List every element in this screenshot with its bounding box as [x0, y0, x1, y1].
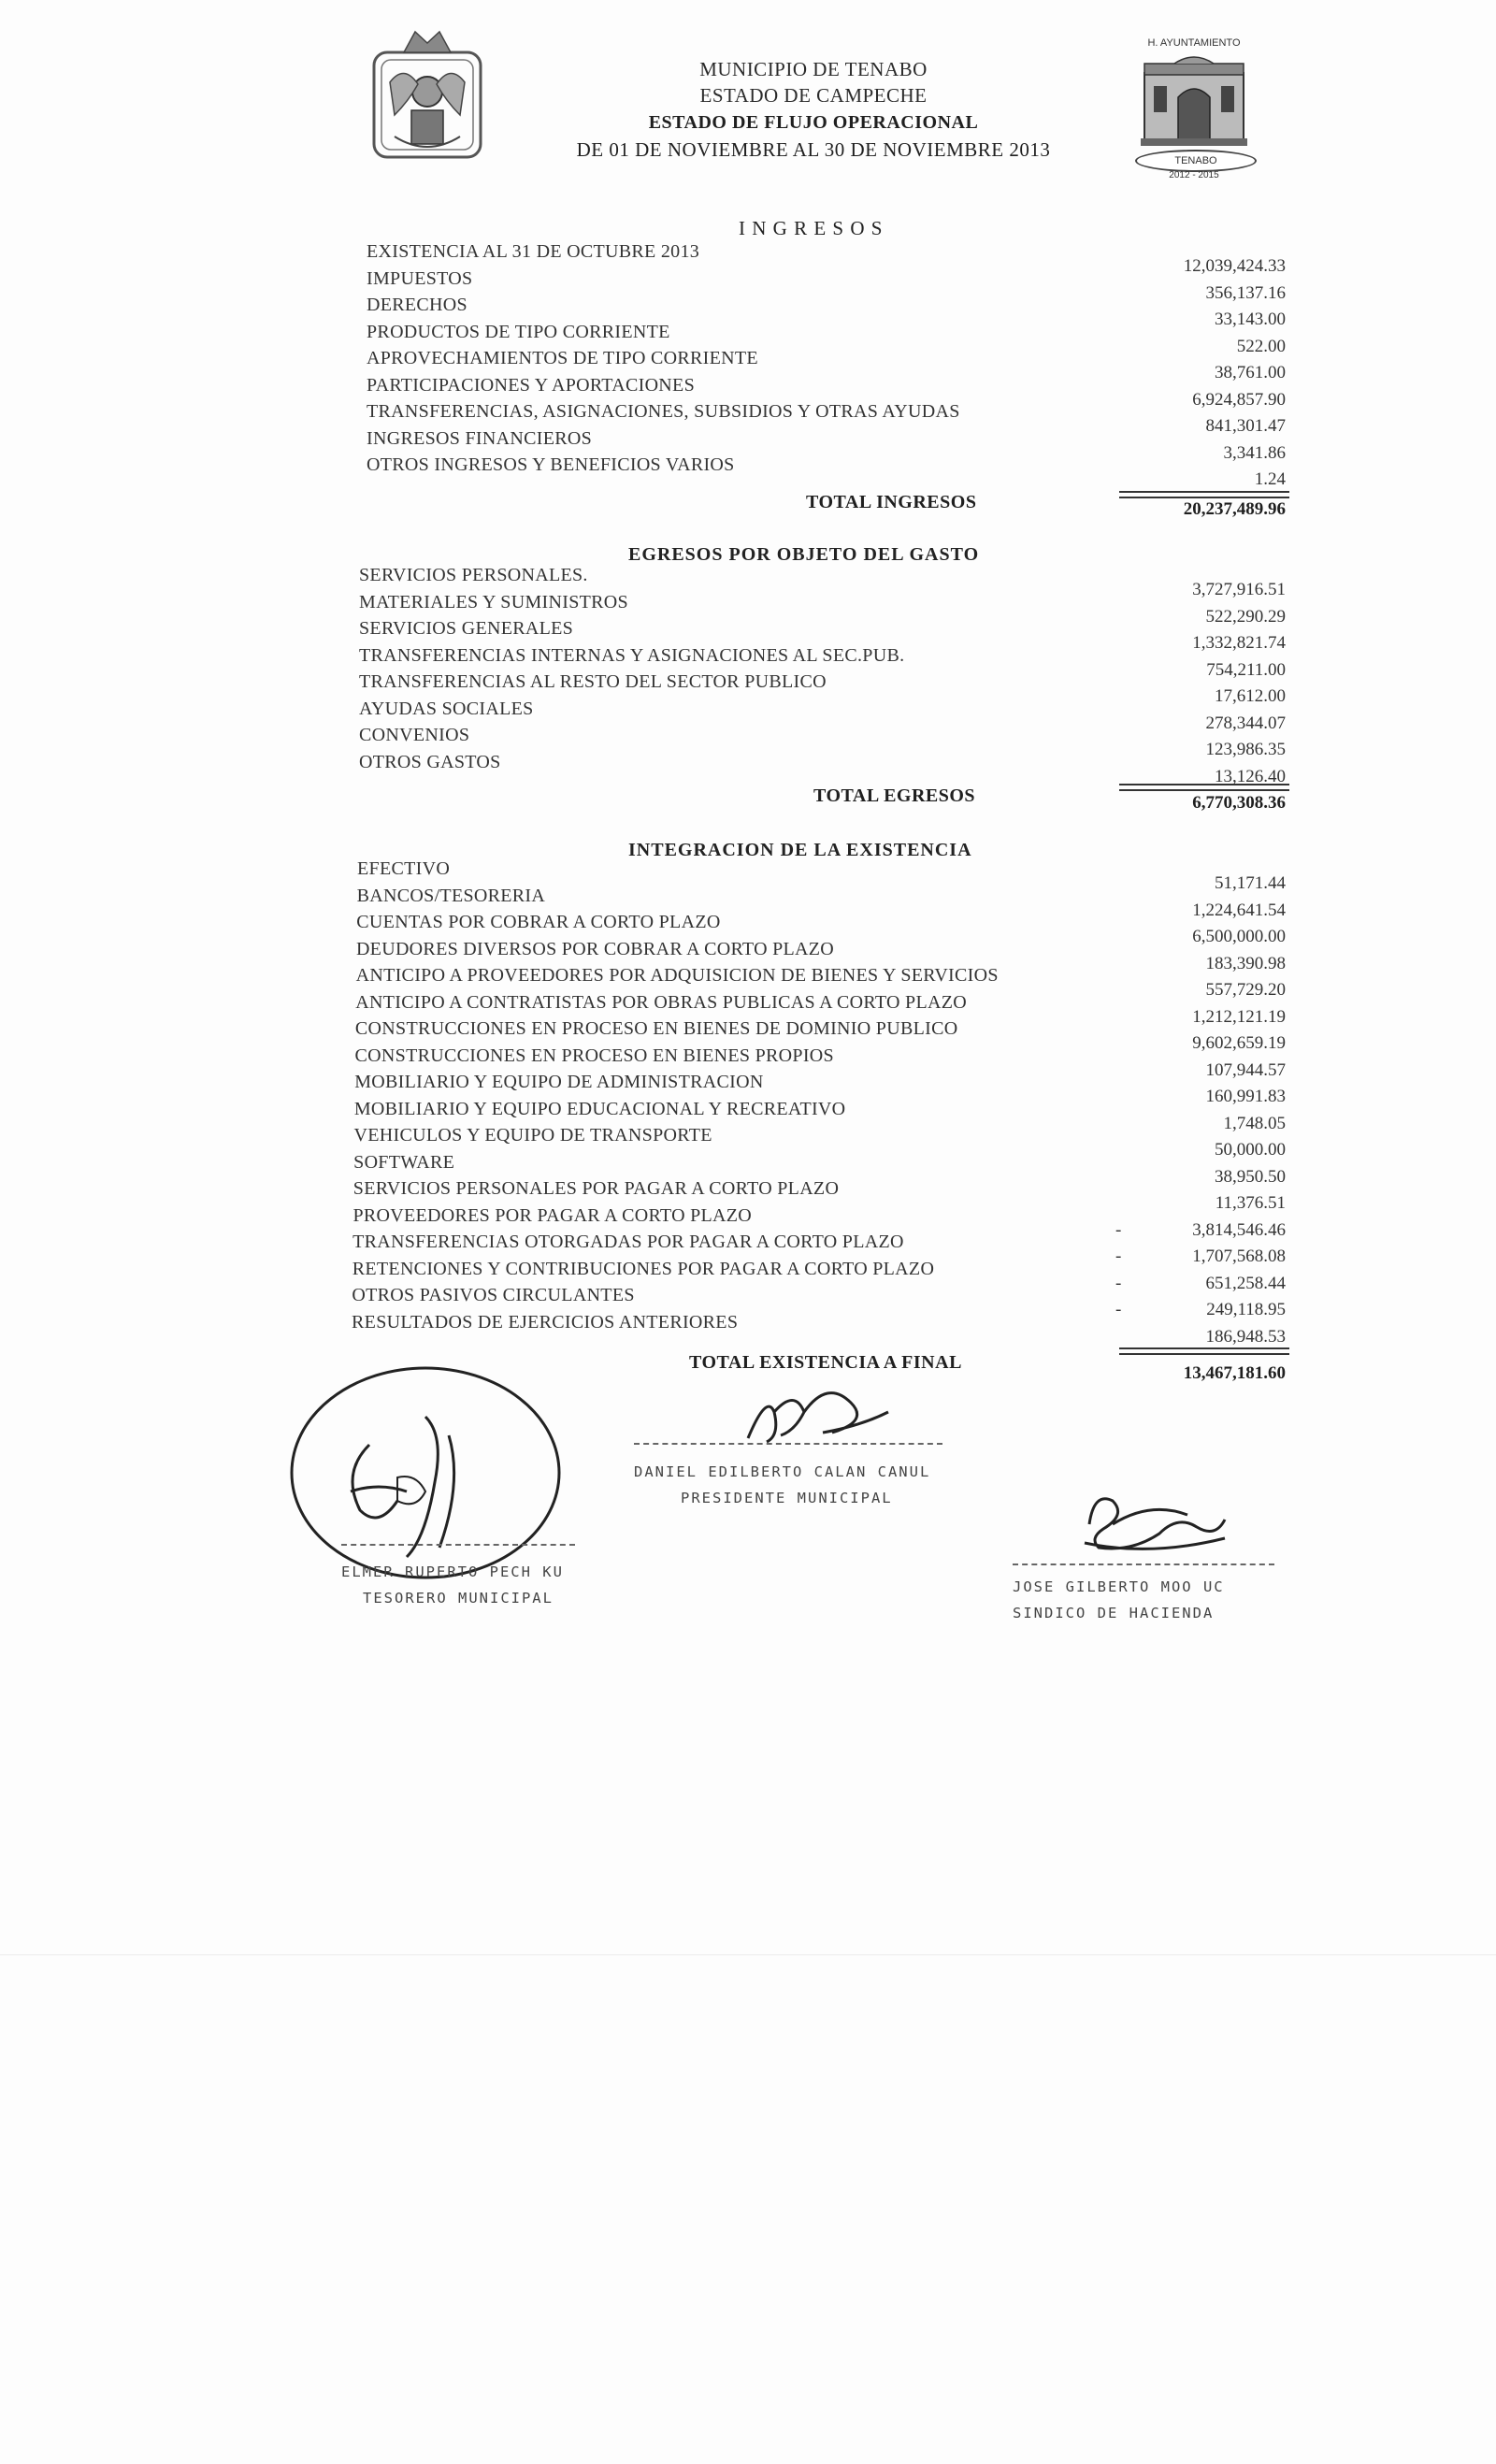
scan-fold-line	[0, 1954, 1496, 1955]
egresos-row-label: MATERIALES Y SUMINISTROS	[359, 591, 628, 612]
integracion-row-label: PROVEEDORES POR PAGAR A CORTO PLAZO	[352, 1204, 753, 1226]
integracion-row-label: SERVICIOS PERSONALES POR PAGAR A CORTO PLAZO	[352, 1178, 840, 1199]
integracion-row-value: 6,500,000.00	[1192, 927, 1286, 946]
integracion-row-label: CONSTRUCCIONES EN PROCESO EN BIENES DE DOMINIO PUBLICO	[354, 1018, 958, 1039]
egresos-row-value: 522,290.29	[1205, 606, 1286, 627]
state-name: ESTADO DE CAMPECHE	[699, 84, 928, 107]
president-signature	[739, 1384, 898, 1449]
egresos-row-label: CONVENIOS	[359, 725, 470, 745]
egresos-total-rule	[1119, 784, 1289, 785]
integracion-row-label: CUENTAS POR COBRAR A CORTO PLAZO	[356, 912, 721, 932]
ingresos-row-value: 33,143.00	[1215, 310, 1286, 329]
egresos-row-value: 3,727,916.51	[1192, 580, 1286, 599]
treasurer-title: TESORERO MUNICIPAL	[363, 1590, 554, 1607]
egresos-row-label: TRANSFERENCIAS INTERNAS Y ASIGNACIONES AL SEC.PUB.	[359, 644, 905, 666]
ingresos-row-value: 6,924,857.90	[1192, 389, 1286, 410]
ingresos-row-value: 38,761.00	[1215, 363, 1286, 382]
integracion-section-title: INTEGRACION DE LA EXISTENCIA	[628, 840, 972, 860]
egresos-row-label: AYUDAS SOCIALES	[359, 698, 534, 719]
logo-banner: TENABO	[1135, 150, 1257, 172]
sindico-name: JOSE GILBERTO MOO UC	[1013, 1578, 1225, 1595]
integracion-row-negative-sign: -	[1115, 1300, 1122, 1319]
integracion-row-label: TRANSFERENCIAS OTORGADAS POR PAGAR A CORTO PLAZO	[352, 1232, 904, 1252]
total-egresos-value: 6,770,308.36	[1192, 793, 1286, 813]
egresos-row-label: SERVICIOS PERSONALES.	[359, 565, 588, 585]
integracion-row-value: 1,212,121.19	[1192, 1006, 1286, 1027]
integracion-row-label: EFECTIVO	[357, 858, 451, 879]
ingresos-row-label: INGRESOS FINANCIEROS	[367, 427, 593, 449]
egresos-row-value: 278,344.07	[1205, 713, 1286, 733]
town-hall-building-icon	[1141, 54, 1247, 148]
egresos-row-label: TRANSFERENCIAS AL RESTO DEL SECTOR PUBLICO	[359, 671, 827, 692]
ingresos-section-title: I N G R E S O S	[739, 217, 884, 239]
ingresos-total-rule-double	[1119, 497, 1289, 498]
report-period: DE 01 DE NOVIEMBRE AL 30 DE NOVIEMBRE 2013	[576, 138, 1051, 161]
integracion-row-label: SOFTWARE	[353, 1151, 455, 1173]
integracion-row-label: MOBILIARIO Y EQUIPO EDUCACIONAL Y RECREATIVO	[353, 1098, 846, 1119]
integracion-row-label: VEHICULOS Y EQUIPO DE TRANSPORTE	[353, 1125, 712, 1146]
integracion-row-value: 3,814,546.46	[1192, 1219, 1286, 1240]
president-signature-line	[634, 1443, 942, 1445]
integracion-row-label: ANTICIPO A CONTRATISTAS POR OBRAS PUBLICAS A CORTO PLAZO	[355, 991, 967, 1013]
integracion-row-value: 9,602,659.19	[1192, 1033, 1286, 1053]
integracion-row-negative-sign: -	[1115, 1246, 1122, 1266]
integracion-row-label: OTROS PASIVOS CIRCULANTES	[352, 1285, 635, 1305]
ingresos-row-label: EXISTENCIA AL 31 DE OCTUBRE 2013	[367, 241, 700, 262]
integracion-row-value: 38,950.50	[1215, 1166, 1286, 1187]
integracion-row-label: CONSTRUCCIONES EN PROCESO EN BIENES PROPIOS	[354, 1045, 834, 1066]
ingresos-row-label: IMPUESTOS	[367, 267, 473, 289]
integracion-row-value: 249,118.95	[1206, 1300, 1286, 1319]
ingresos-total-rule	[1119, 491, 1289, 493]
integracion-row-value: 557,729.20	[1205, 980, 1286, 1000]
ingresos-row-label: OTROS INGRESOS Y BENEFICIOS VARIOS	[367, 454, 735, 475]
treasurer-seal-stamp	[285, 1361, 566, 1585]
integracion-row-label: MOBILIARIO Y EQUIPO DE ADMINISTRACION	[354, 1072, 764, 1092]
municipality-name: MUNICIPIO DE TENABO	[699, 58, 928, 80]
logo-top-text: H. AYUNTAMIENTO	[1147, 37, 1241, 49]
total-existencia-value: 13,467,181.60	[1183, 1363, 1286, 1383]
integracion-row-label: BANCOS/TESORERIA	[356, 885, 546, 906]
sindico-signature	[1075, 1482, 1234, 1557]
integracion-row-value: 50,000.00	[1215, 1140, 1286, 1160]
integracion-row-label: DEUDORES DIVERSOS POR COBRAR A CORTO PLAZO	[355, 938, 835, 959]
ayuntamiento-logo	[1133, 37, 1255, 187]
egresos-row-label: OTROS GASTOS	[359, 751, 501, 772]
total-egresos-label: TOTAL EGRESOS	[813, 785, 976, 806]
integracion-row-value: 651,258.44	[1205, 1273, 1286, 1293]
integracion-row-value: 51,171.44	[1215, 873, 1286, 893]
integracion-total-rule-double	[1119, 1353, 1289, 1355]
ingresos-row-value: 841,301.47	[1205, 416, 1286, 436]
integracion-row-value: 11,376.51	[1215, 1193, 1286, 1213]
egresos-row-value: 1,332,821.74	[1192, 633, 1286, 653]
ingresos-row-label: PRODUCTOS DE TIPO CORRIENTE	[367, 321, 670, 342]
integracion-row-value: 186,948.53	[1205, 1326, 1286, 1347]
egresos-row-value: 754,211.00	[1206, 659, 1286, 680]
egresos-row-value: 13,126.40	[1215, 766, 1286, 786]
integracion-row-label: RESULTADOS DE EJERCICIOS ANTERIORES	[352, 1311, 739, 1333]
integracion-row-value: 1,707,568.08	[1192, 1246, 1286, 1266]
integracion-row-value: 107,944.57	[1205, 1059, 1286, 1080]
integracion-row-negative-sign: -	[1115, 1273, 1122, 1293]
president-title: PRESIDENTE MUNICIPAL	[681, 1490, 893, 1506]
sindico-signature-line	[1013, 1563, 1274, 1565]
total-ingresos-value: 20,237,489.96	[1183, 499, 1286, 519]
egresos-row-value: 123,986.35	[1205, 740, 1286, 759]
integracion-row-value: 1,224,641.54	[1192, 900, 1286, 920]
report-title: ESTADO DE FLUJO OPERACIONAL	[648, 112, 979, 133]
municipal-coat-of-arms-icon	[367, 26, 488, 162]
ingresos-row-label: DERECHOS	[367, 295, 468, 315]
ingresos-row-value: 1.24	[1254, 469, 1286, 489]
egresos-section-title: EGRESOS POR OBJETO DEL GASTO	[628, 544, 980, 565]
integracion-row-value: 1,748.05	[1223, 1113, 1286, 1133]
integracion-row-value: 160,991.83	[1205, 1087, 1286, 1106]
integracion-row-negative-sign: -	[1115, 1219, 1122, 1240]
president-name: DANIEL EDILBERTO CALAN CANUL	[634, 1463, 931, 1480]
egresos-row-label: SERVICIOS GENERALES	[359, 618, 574, 639]
integracion-row-label: ANTICIPO A PROVEEDORES POR ADQUISICION DE BIENES Y SERVICIOS	[355, 965, 999, 986]
ingresos-row-value: 3,341.86	[1223, 442, 1286, 463]
ingresos-row-value: 356,137.16	[1205, 282, 1286, 303]
integracion-row-value: 183,390.98	[1205, 953, 1286, 973]
ingresos-row-label: APROVECHAMIENTOS DE TIPO CORRIENTE	[367, 348, 758, 368]
ingresos-row-label: TRANSFERENCIAS, ASIGNACIONES, SUBSIDIOS Y OTRAS AYUDAS	[367, 401, 960, 422]
egresos-total-rule-double	[1119, 789, 1289, 791]
total-existencia-label: TOTAL EXISTENCIA A FINAL	[689, 1352, 962, 1373]
integracion-total-rule	[1119, 1347, 1289, 1349]
sindico-title: SINDICO DE HACIENDA	[1013, 1605, 1215, 1621]
treasurer-name: ELMER RUPERTO PECH KU	[341, 1563, 564, 1580]
treasurer-signature-line	[341, 1544, 575, 1546]
egresos-row-value: 17,612.00	[1215, 686, 1286, 706]
integracion-row-label: RETENCIONES Y CONTRIBUCIONES POR PAGAR A CORTO PLAZO	[352, 1258, 935, 1279]
total-ingresos-label: TOTAL INGRESOS	[806, 492, 977, 512]
ingresos-row-label: PARTICIPACIONES Y APORTACIONES	[367, 374, 695, 396]
logo-years: 2012 - 2015	[1169, 170, 1219, 180]
ingresos-row-value: 12,039,424.33	[1183, 256, 1286, 276]
ingresos-row-value: 522.00	[1236, 336, 1286, 356]
